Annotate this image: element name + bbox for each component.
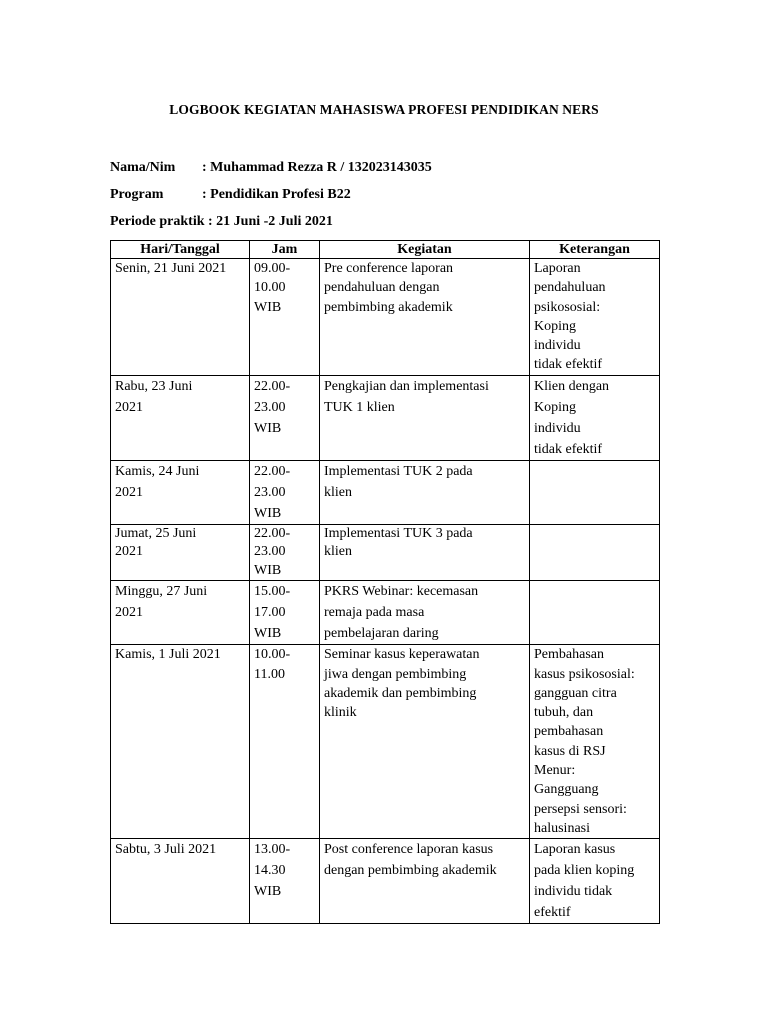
program-label: Program (110, 187, 164, 202)
cell-text: klinik (324, 705, 357, 721)
cell-text: Implementasi TUK 2 pada (324, 463, 473, 479)
cell-text: Laporan kasus (534, 842, 616, 858)
cell-text: Menur: (534, 763, 576, 779)
periode-label: Periode praktik (110, 214, 205, 229)
cell-text: klien (324, 484, 352, 500)
cell-text: Pengkajian dan implementasi (324, 378, 489, 394)
cell-text: psikososial: (534, 299, 601, 315)
cell-text: 15.00- (254, 584, 291, 600)
cell-text: Rabu, 23 Juni (115, 378, 193, 394)
cell-kegiatan (320, 375, 530, 460)
cell-keterangan (530, 839, 660, 924)
periode-line (110, 214, 333, 230)
cell-text: pembelajaran daring (324, 626, 439, 642)
cell-keterangan (530, 524, 660, 581)
cell-text: dengan pembimbing akademik (324, 863, 497, 879)
cell-keterangan (530, 259, 660, 376)
cell-text: pendahuluan dengan (324, 280, 440, 296)
cell-text: Pre conference laporan (324, 261, 454, 276)
cell-text: WIB (254, 505, 282, 521)
cell-text: jiwa dengan pembimbing (324, 666, 467, 682)
cell-text: 13.00- (254, 842, 291, 858)
cell-text: persepsi sensori: (534, 801, 627, 817)
cell-jam (250, 259, 320, 376)
table-body (111, 259, 660, 924)
cell-hari (111, 581, 250, 645)
cell-keterangan (530, 375, 660, 460)
cell-text: klien (324, 544, 352, 560)
cell-text: Jumat, 25 Juni (115, 525, 197, 541)
cell-text: Minggu, 27 Juni (115, 584, 208, 600)
cell-text: individu tidak (534, 884, 613, 900)
cell-kegiatan (320, 581, 530, 645)
cell-text: Seminar kasus keperawatan (324, 647, 480, 663)
cell-text: Implementasi TUK 3 pada (324, 525, 473, 541)
cell-text: 10.00 (254, 280, 286, 296)
nama-nim-label: Nama/Nim (110, 160, 176, 175)
nama-nim-value: : Muhammad Rezza R / 132023143035 (202, 160, 432, 175)
cell-text: 09.00- (254, 261, 291, 276)
cell-hari (111, 645, 250, 839)
cell-jam (250, 524, 320, 581)
cell-text: 2021 (115, 544, 143, 560)
cell-text: 2021 (115, 399, 143, 415)
cell-text: kasus psikososial: (534, 666, 635, 682)
cell-text: 17.00 (254, 605, 286, 621)
header-kegiatan: Kegiatan (320, 241, 530, 259)
cell-text: PKRS Webinar: kecemasan (324, 584, 479, 600)
document-title: LOGBOOK KEGIATAN MAHASISWA PROFESI PENDIDIKAN NERS (169, 102, 599, 117)
cell-text: efektif (534, 905, 571, 921)
cell-hari (111, 375, 250, 460)
table-row (111, 839, 660, 924)
cell-jam (250, 581, 320, 645)
table-row (111, 645, 660, 839)
cell-kegiatan (320, 645, 530, 839)
cell-text: Koping (534, 399, 576, 415)
cell-text: akademik dan pembimbing (324, 685, 477, 701)
cell-kegiatan (320, 839, 530, 924)
cell-text: 23.00 (254, 399, 286, 415)
cell-text: Laporan (534, 261, 581, 276)
cell-hari (111, 839, 250, 924)
cell-text: pada klien koping (534, 863, 635, 879)
table-row (111, 581, 660, 645)
cell-text: 23.00 (254, 484, 286, 500)
cell-text: pembahasan (534, 724, 604, 740)
cell-jam (250, 375, 320, 460)
cell-text: Pembahasan (534, 647, 604, 663)
table-row (111, 524, 660, 581)
cell-text: kasus di RSJ (534, 743, 606, 759)
cell-text: Kamis, 24 Juni (115, 463, 200, 479)
cell-text: Post conference laporan kasus (324, 842, 494, 858)
program-value: : Pendidikan Profesi B22 (202, 187, 351, 202)
table-row (111, 375, 660, 460)
cell-text: Sabtu, 3 Juli 2021 (115, 842, 217, 858)
cell-text: individu (534, 420, 581, 436)
cell-text: 22.00- (254, 525, 291, 541)
cell-text: Klien dengan (534, 378, 610, 394)
cell-text: 2021 (115, 605, 143, 621)
cell-keterangan (530, 460, 660, 524)
cell-text: 23.00 (254, 544, 286, 560)
header-jam: Jam (250, 241, 320, 259)
nama-nim-line (110, 160, 432, 176)
cell-text: WIB (254, 562, 282, 578)
cell-text: 14.30 (254, 863, 286, 879)
cell-text: tidak efektif (534, 357, 603, 373)
cell-text: tubuh, dan (534, 705, 594, 721)
cell-jam (250, 839, 320, 924)
table-header-row (111, 241, 660, 259)
cell-text: WIB (254, 626, 282, 642)
cell-text: Koping (534, 318, 576, 334)
table-row (111, 460, 660, 524)
table-row (111, 259, 660, 376)
cell-text: individu (534, 338, 581, 354)
cell-kegiatan (320, 259, 530, 376)
cell-keterangan (530, 645, 660, 839)
cell-text: Senin, 21 Juni 2021 (115, 261, 227, 276)
cell-text: tidak efektif (534, 441, 603, 457)
cell-text: pembimbing akademik (324, 299, 453, 315)
cell-jam (250, 645, 320, 839)
cell-text: Gangguang (534, 782, 599, 798)
cell-hari (111, 259, 250, 376)
cell-jam (250, 460, 320, 524)
cell-text: pendahuluan (534, 280, 606, 296)
cell-text: 22.00- (254, 378, 291, 394)
cell-text: WIB (254, 884, 282, 900)
cell-text: TUK 1 klien (324, 399, 395, 415)
header-keterangan: Keterangan (530, 241, 660, 259)
cell-text: 10.00- (254, 647, 291, 663)
cell-text: halusinasi (534, 820, 590, 836)
cell-text: remaja pada masa (324, 605, 425, 621)
cell-text: 11.00 (254, 666, 285, 682)
cell-hari (111, 460, 250, 524)
cell-kegiatan (320, 524, 530, 581)
cell-text: 2021 (115, 484, 143, 500)
periode-value: : 21 Juni -2 Juli 2021 (204, 214, 333, 229)
cell-text: gangguan citra (534, 685, 617, 701)
cell-kegiatan (320, 460, 530, 524)
cell-text: WIB (254, 420, 282, 436)
program-line (110, 187, 351, 203)
header-hari-tanggal: Hari/Tanggal (111, 241, 250, 259)
cell-text: 22.00- (254, 463, 291, 479)
cell-keterangan (530, 581, 660, 645)
cell-text: WIB (254, 299, 282, 315)
cell-text: Kamis, 1 Juli 2021 (115, 647, 221, 663)
cell-hari (111, 524, 250, 581)
logbook-table (110, 240, 660, 924)
